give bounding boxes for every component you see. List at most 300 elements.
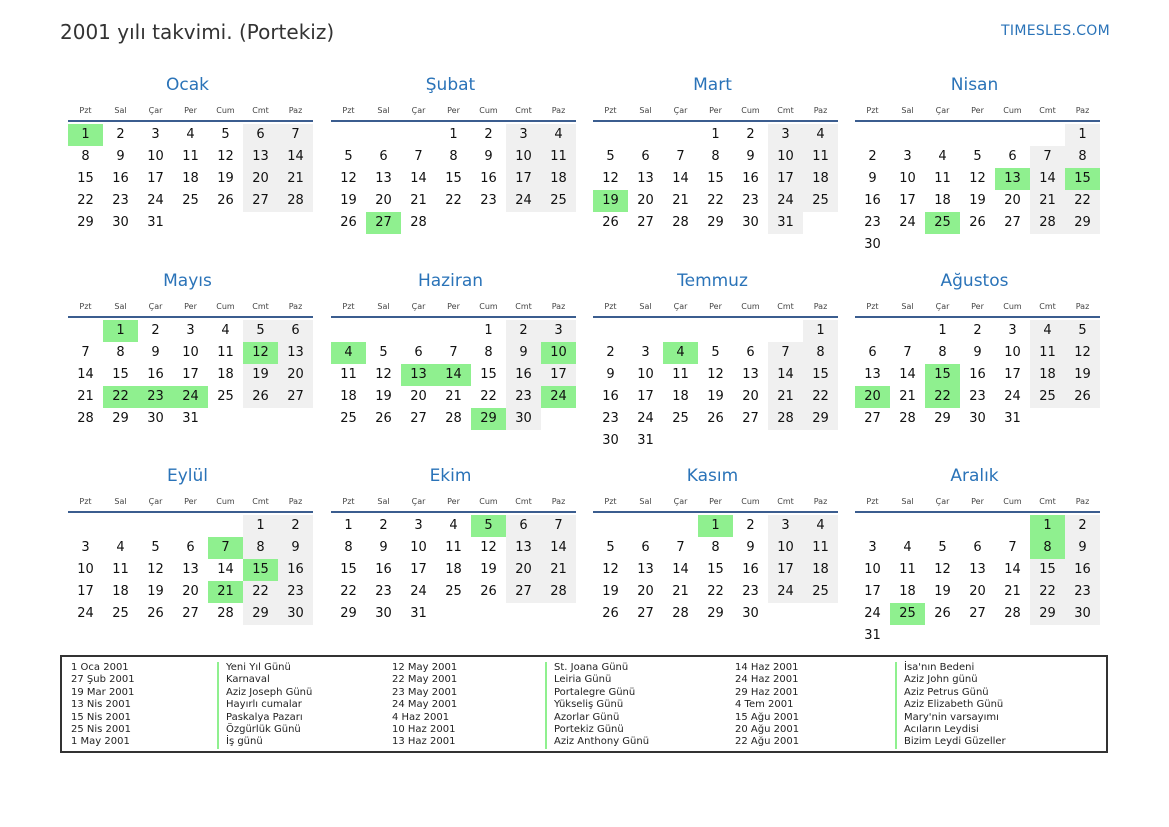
day-cell: 28 [1030, 212, 1065, 234]
empty-cell [1030, 408, 1065, 430]
holiday-date: 25 Nis 2001 [71, 724, 131, 736]
holiday-date: 19 Mar 2001 [71, 686, 135, 698]
empty-cell [960, 515, 995, 537]
day-cell: 14 [217, 562, 234, 577]
day-cell: 20 [637, 193, 654, 208]
holiday-day-cell: 5 [471, 515, 506, 537]
day-cell: 22 [707, 584, 724, 599]
day-cell: 23 [742, 584, 759, 599]
holiday-date: 15 Nis 2001 [71, 711, 131, 723]
day-cell: 14 [1030, 168, 1065, 190]
day-cell: 14 [672, 562, 689, 577]
week-row [331, 515, 576, 537]
month-11 [593, 464, 838, 625]
day-cell: 15 [77, 171, 94, 186]
day-cell: 19 [480, 562, 497, 577]
week-row [855, 320, 1100, 342]
day-cell: 9 [868, 171, 877, 186]
week-row [68, 515, 313, 537]
day-cell: 18 [672, 389, 689, 404]
weekday-label: Cum [216, 497, 235, 506]
day-cell: 24 [1004, 389, 1021, 404]
weekday-header [68, 103, 313, 119]
empty-cell [698, 320, 733, 342]
day-cell: 25 [445, 584, 462, 599]
day-cell: 9 [116, 149, 125, 164]
empty-cell [278, 212, 313, 234]
week-row [68, 408, 313, 430]
day-cell: 23 [278, 581, 313, 603]
month-name: Ekim [429, 466, 472, 486]
week-row [855, 364, 1100, 386]
day-cell: 22 [243, 581, 278, 603]
day-cell: 20 [637, 584, 654, 599]
holiday-name: Yükseliş Günü [545, 699, 649, 711]
week-row [855, 212, 1100, 234]
day-cell: 26 [602, 215, 619, 230]
day-cell: 27 [969, 606, 986, 621]
day-cell: 24 [768, 190, 803, 212]
day-cell: 30 [506, 408, 541, 430]
week-row [68, 212, 313, 234]
weekday-label: Sal [377, 302, 390, 311]
weekday-label: Paz [551, 302, 566, 311]
empty-cell [173, 212, 208, 234]
week-row [331, 386, 576, 408]
weekday-label: Per [971, 302, 984, 311]
day-cell: 11 [803, 537, 838, 559]
day-cell: 3 [506, 124, 541, 146]
weekday-header [593, 494, 838, 510]
week-row [593, 603, 838, 625]
empty-cell [541, 212, 576, 234]
day-cell: 28 [899, 411, 916, 426]
day-cell: 13 [182, 562, 199, 577]
holiday-day-cell: 10 [541, 342, 576, 364]
day-cell: 13 [278, 342, 313, 364]
weekday-label: Cum [479, 497, 498, 506]
day-cell: 17 [899, 193, 916, 208]
day-cell: 26 [969, 215, 986, 230]
empty-cell [366, 320, 401, 342]
empty-cell [768, 603, 803, 625]
week-row [331, 168, 576, 190]
day-cell: 15 [340, 562, 357, 577]
day-cell: 18 [803, 168, 838, 190]
day-cell: 18 [541, 168, 576, 190]
empty-cell [925, 124, 960, 146]
day-cell: 18 [340, 389, 357, 404]
day-cell: 19 [969, 193, 986, 208]
day-cell: 11 [934, 171, 951, 186]
weekday-label: Paz [551, 497, 566, 506]
weekday-label: Sal [639, 302, 652, 311]
day-cell: 7 [676, 540, 685, 555]
day-cell: 27 [506, 581, 541, 603]
holiday-date: 24 Haz 2001 [735, 674, 799, 686]
day-cell: 22 [480, 389, 497, 404]
month-4 [855, 73, 1100, 256]
day-cell: 23 [742, 193, 759, 208]
week-row [68, 190, 313, 212]
day-cell: 5 [711, 345, 720, 360]
weekday-label: Paz [813, 497, 828, 506]
empty-cell [890, 320, 925, 342]
day-cell: 27 [182, 606, 199, 621]
month-name: Mart [693, 75, 732, 95]
day-cell: 15 [1030, 559, 1065, 581]
month-divider [331, 511, 576, 513]
weekday-header [855, 103, 1100, 119]
weekday-label: Per [971, 497, 984, 506]
day-cell: 23 [602, 411, 619, 426]
empty-cell [890, 625, 925, 647]
day-cell: 23 [969, 389, 986, 404]
day-cell: 19 [147, 584, 164, 599]
weekday-header [593, 103, 838, 119]
day-cell: 12 [707, 367, 724, 382]
day-cell: 30 [742, 215, 759, 230]
day-cell: 9 [484, 149, 493, 164]
weekday-label: Cum [1003, 106, 1022, 115]
weekday-label: Per [184, 302, 197, 311]
day-cell: 11 [445, 540, 462, 555]
week-row [68, 537, 313, 559]
weekday-label: Cmt [515, 106, 532, 115]
day-cell: 3 [151, 127, 160, 142]
day-cell: 3 [768, 515, 803, 537]
week-row [593, 146, 838, 168]
empty-cell [401, 124, 436, 146]
week-row [855, 515, 1100, 537]
empty-cell [803, 430, 838, 452]
day-cell: 8 [81, 149, 90, 164]
holiday-day-cell: 22 [103, 386, 138, 408]
day-cell: 16 [602, 389, 619, 404]
holiday-day-cell: 19 [593, 190, 628, 212]
day-cell: 5 [973, 149, 982, 164]
weekday-label: Cum [479, 106, 498, 115]
weekday-label: Pzt [79, 497, 92, 506]
empty-cell [890, 124, 925, 146]
day-cell: 3 [903, 149, 912, 164]
holiday-date: 14 Haz 2001 [735, 662, 799, 673]
weekday-label: Per [184, 106, 197, 115]
day-cell: 20 [375, 193, 392, 208]
day-cell: 8 [711, 540, 720, 555]
day-cell: 15 [445, 171, 462, 186]
day-cell: 31 [182, 411, 199, 426]
holiday-name: Portalegre Günü [545, 687, 649, 699]
week-row [855, 408, 1100, 430]
holiday-name: Portekiz Günü [545, 724, 649, 736]
holiday-name: Karnaval [217, 674, 312, 686]
day-cell: 16 [742, 171, 759, 186]
day-cell: 2 [151, 323, 160, 338]
day-cell: 9 [379, 540, 388, 555]
day-cell: 1 [711, 127, 720, 142]
weekday-label: Pzt [604, 106, 617, 115]
day-cell: 26 [217, 193, 234, 208]
holiday-date: 22 May 2001 [392, 674, 458, 686]
week-row [855, 146, 1100, 168]
month-9 [68, 464, 313, 625]
weekday-label: Paz [288, 302, 303, 311]
weekday-label: Paz [1075, 106, 1090, 115]
day-cell: 22 [1030, 581, 1065, 603]
week-row [855, 581, 1100, 603]
empty-cell [1030, 625, 1065, 647]
holiday-name: Aziz Joseph Günü [217, 687, 312, 699]
day-cell: 22 [1065, 190, 1100, 212]
day-cell: 14 [278, 146, 313, 168]
empty-cell [995, 124, 1030, 146]
month-divider [68, 316, 313, 318]
day-cell: 9 [973, 345, 982, 360]
holiday-name: Azorlar Günü [545, 712, 649, 724]
day-cell: 24 [147, 193, 164, 208]
month-1 [68, 73, 313, 234]
day-cell: 18 [899, 584, 916, 599]
day-cell: 1 [243, 515, 278, 537]
empty-cell [331, 124, 366, 146]
week-row [331, 342, 576, 364]
week-row [593, 430, 838, 452]
day-cell: 2 [116, 127, 125, 142]
weekday-label: Per [447, 302, 460, 311]
day-cell: 3 [641, 345, 650, 360]
day-cell: 21 [1004, 584, 1021, 599]
day-cell: 14 [899, 367, 916, 382]
day-cell: 13 [637, 171, 654, 186]
day-cell: 10 [182, 345, 199, 360]
day-cell: 8 [938, 345, 947, 360]
empty-cell [68, 515, 103, 537]
holiday-name: Özgürlük Günü [217, 724, 312, 736]
day-cell: 26 [934, 606, 951, 621]
day-cell: 27 [742, 411, 759, 426]
week-row [331, 408, 576, 430]
weekday-label: Çar [673, 302, 688, 311]
week-row [593, 320, 838, 342]
day-cell: 20 [506, 559, 541, 581]
week-row [331, 581, 576, 603]
weekday-label: Pzt [342, 302, 355, 311]
holiday-day-cell: 4 [331, 342, 366, 364]
week-row [593, 515, 838, 537]
day-cell: 3 [81, 540, 90, 555]
day-cell: 25 [340, 411, 357, 426]
empty-cell [471, 603, 506, 625]
day-cell: 18 [112, 584, 129, 599]
holiday-name: Aziz John günü [895, 674, 1006, 686]
day-cell: 4 [541, 124, 576, 146]
weekday-label: Cum [479, 302, 498, 311]
week-row [593, 408, 838, 430]
weekday-label: Pzt [866, 106, 879, 115]
holiday-date: 10 Haz 2001 [392, 724, 456, 736]
day-cell: 6 [379, 149, 388, 164]
day-cell: 20 [410, 389, 427, 404]
weekday-label: Çar [411, 302, 426, 311]
weekday-label: Cmt [252, 106, 269, 115]
weekday-label: Paz [288, 106, 303, 115]
holiday-date: 1 May 2001 [71, 736, 130, 748]
day-cell: 18 [445, 562, 462, 577]
day-cell: 8 [449, 149, 458, 164]
week-row [855, 342, 1100, 364]
day-cell: 10 [899, 171, 916, 186]
day-cell: 12 [217, 149, 234, 164]
holiday-day-cell: 24 [173, 386, 208, 408]
day-cell: 4 [803, 515, 838, 537]
day-cell: 27 [243, 190, 278, 212]
day-cell: 27 [637, 606, 654, 621]
week-row [855, 124, 1100, 146]
weekday-label: Per [709, 106, 722, 115]
day-cell: 29 [1030, 603, 1065, 625]
day-cell: 17 [864, 584, 881, 599]
holiday-day-cell: 25 [925, 212, 960, 234]
empty-cell [208, 515, 243, 537]
weekday-label: Per [709, 497, 722, 506]
weekday-label: Cum [741, 302, 760, 311]
holiday-day-cell: 29 [471, 408, 506, 430]
day-cell: 6 [641, 149, 650, 164]
day-cell: 28 [672, 606, 689, 621]
day-cell: 3 [414, 518, 423, 533]
day-cell: 18 [182, 171, 199, 186]
week-row [593, 537, 838, 559]
holiday-name: İsa'nın Bedeni [895, 662, 1006, 674]
day-cell: 21 [899, 389, 916, 404]
day-cell: 11 [217, 345, 234, 360]
day-cell: 5 [606, 540, 615, 555]
week-row [68, 603, 313, 625]
holiday-date: 13 Haz 2001 [392, 736, 456, 748]
day-cell: 30 [278, 603, 313, 625]
day-cell: 22 [707, 193, 724, 208]
empty-cell [436, 212, 471, 234]
holiday-date: 27 Şub 2001 [71, 674, 135, 686]
empty-cell [173, 515, 208, 537]
day-cell: 24 [899, 215, 916, 230]
day-cell: 7 [414, 149, 423, 164]
day-cell: 26 [707, 411, 724, 426]
weekday-label: Sal [377, 106, 390, 115]
weekday-label: Sal [377, 497, 390, 506]
day-cell: 27 [410, 411, 427, 426]
week-row [68, 320, 313, 342]
day-cell: 1 [344, 518, 353, 533]
day-cell: 7 [278, 124, 313, 146]
day-cell: 17 [410, 562, 427, 577]
day-cell: 16 [969, 367, 986, 382]
day-cell: 29 [340, 606, 357, 621]
week-row [331, 603, 576, 625]
day-cell: 10 [506, 146, 541, 168]
empty-cell [855, 320, 890, 342]
weekday-label: Sal [639, 497, 652, 506]
day-cell: 17 [1004, 367, 1021, 382]
weekday-label: Pzt [866, 497, 879, 506]
day-cell: 21 [1030, 190, 1065, 212]
empty-cell [855, 515, 890, 537]
day-cell: 29 [112, 411, 129, 426]
month-name: Eylül [166, 466, 209, 486]
weekday-label: Pzt [866, 302, 879, 311]
holiday-day-cell: 1 [103, 320, 138, 342]
weekday-label: Paz [288, 497, 303, 506]
empty-cell [925, 515, 960, 537]
day-cell: 6 [278, 320, 313, 342]
day-cell: 17 [506, 168, 541, 190]
day-cell: 27 [278, 386, 313, 408]
day-cell: 7 [1008, 540, 1017, 555]
week-row [593, 190, 838, 212]
day-cell: 11 [803, 146, 838, 168]
day-cell: 5 [243, 320, 278, 342]
day-cell: 24 [506, 190, 541, 212]
day-cell: 17 [182, 367, 199, 382]
holiday-day-cell: 13 [401, 364, 436, 386]
day-cell: 15 [803, 364, 838, 386]
day-cell: 11 [672, 367, 689, 382]
holiday-date: 12 May 2001 [392, 662, 458, 673]
day-cell: 9 [746, 540, 755, 555]
week-row [593, 386, 838, 408]
empty-cell [890, 515, 925, 537]
month-5 [68, 269, 313, 430]
site-brand[interactable]: TIMESLES.COM [1001, 23, 1110, 39]
day-cell: 19 [934, 584, 951, 599]
month-name: Ağustos [940, 271, 1009, 291]
holiday-day-cell: 15 [1065, 168, 1100, 190]
day-cell: 5 [938, 540, 947, 555]
day-cell: 29 [1065, 212, 1100, 234]
holiday-date: 20 Ağu 2001 [735, 724, 800, 736]
day-cell: 26 [602, 606, 619, 621]
day-cell: 9 [506, 342, 541, 364]
day-cell: 21 [278, 168, 313, 190]
holiday-date: 22 Ağu 2001 [735, 736, 800, 748]
day-cell: 8 [1065, 146, 1100, 168]
holiday-name: Aziz Anthony Günü [545, 736, 649, 748]
holiday-name: Mary'nin varsayımı [895, 712, 1006, 724]
day-cell: 12 [375, 367, 392, 382]
day-cell: 30 [602, 433, 619, 448]
weekday-label: Cmt [777, 302, 794, 311]
holiday-day-cell: 1 [1030, 515, 1065, 537]
weekday-label: Paz [1075, 302, 1090, 311]
day-cell: 13 [375, 171, 392, 186]
day-cell: 5 [221, 127, 230, 142]
day-cell: 1 [484, 323, 493, 338]
day-cell: 2 [1065, 515, 1100, 537]
weekday-label: Per [447, 106, 460, 115]
holiday-day-cell: 23 [138, 386, 173, 408]
weekday-label: Çar [148, 302, 163, 311]
day-cell: 10 [768, 146, 803, 168]
holiday-dates-col-3 [735, 662, 799, 749]
weekday-header [855, 494, 1100, 510]
day-cell: 12 [602, 171, 619, 186]
day-cell: 23 [112, 193, 129, 208]
holiday-day-cell: 14 [436, 364, 471, 386]
week-row [331, 190, 576, 212]
empty-cell [541, 603, 576, 625]
day-cell: 2 [484, 127, 493, 142]
